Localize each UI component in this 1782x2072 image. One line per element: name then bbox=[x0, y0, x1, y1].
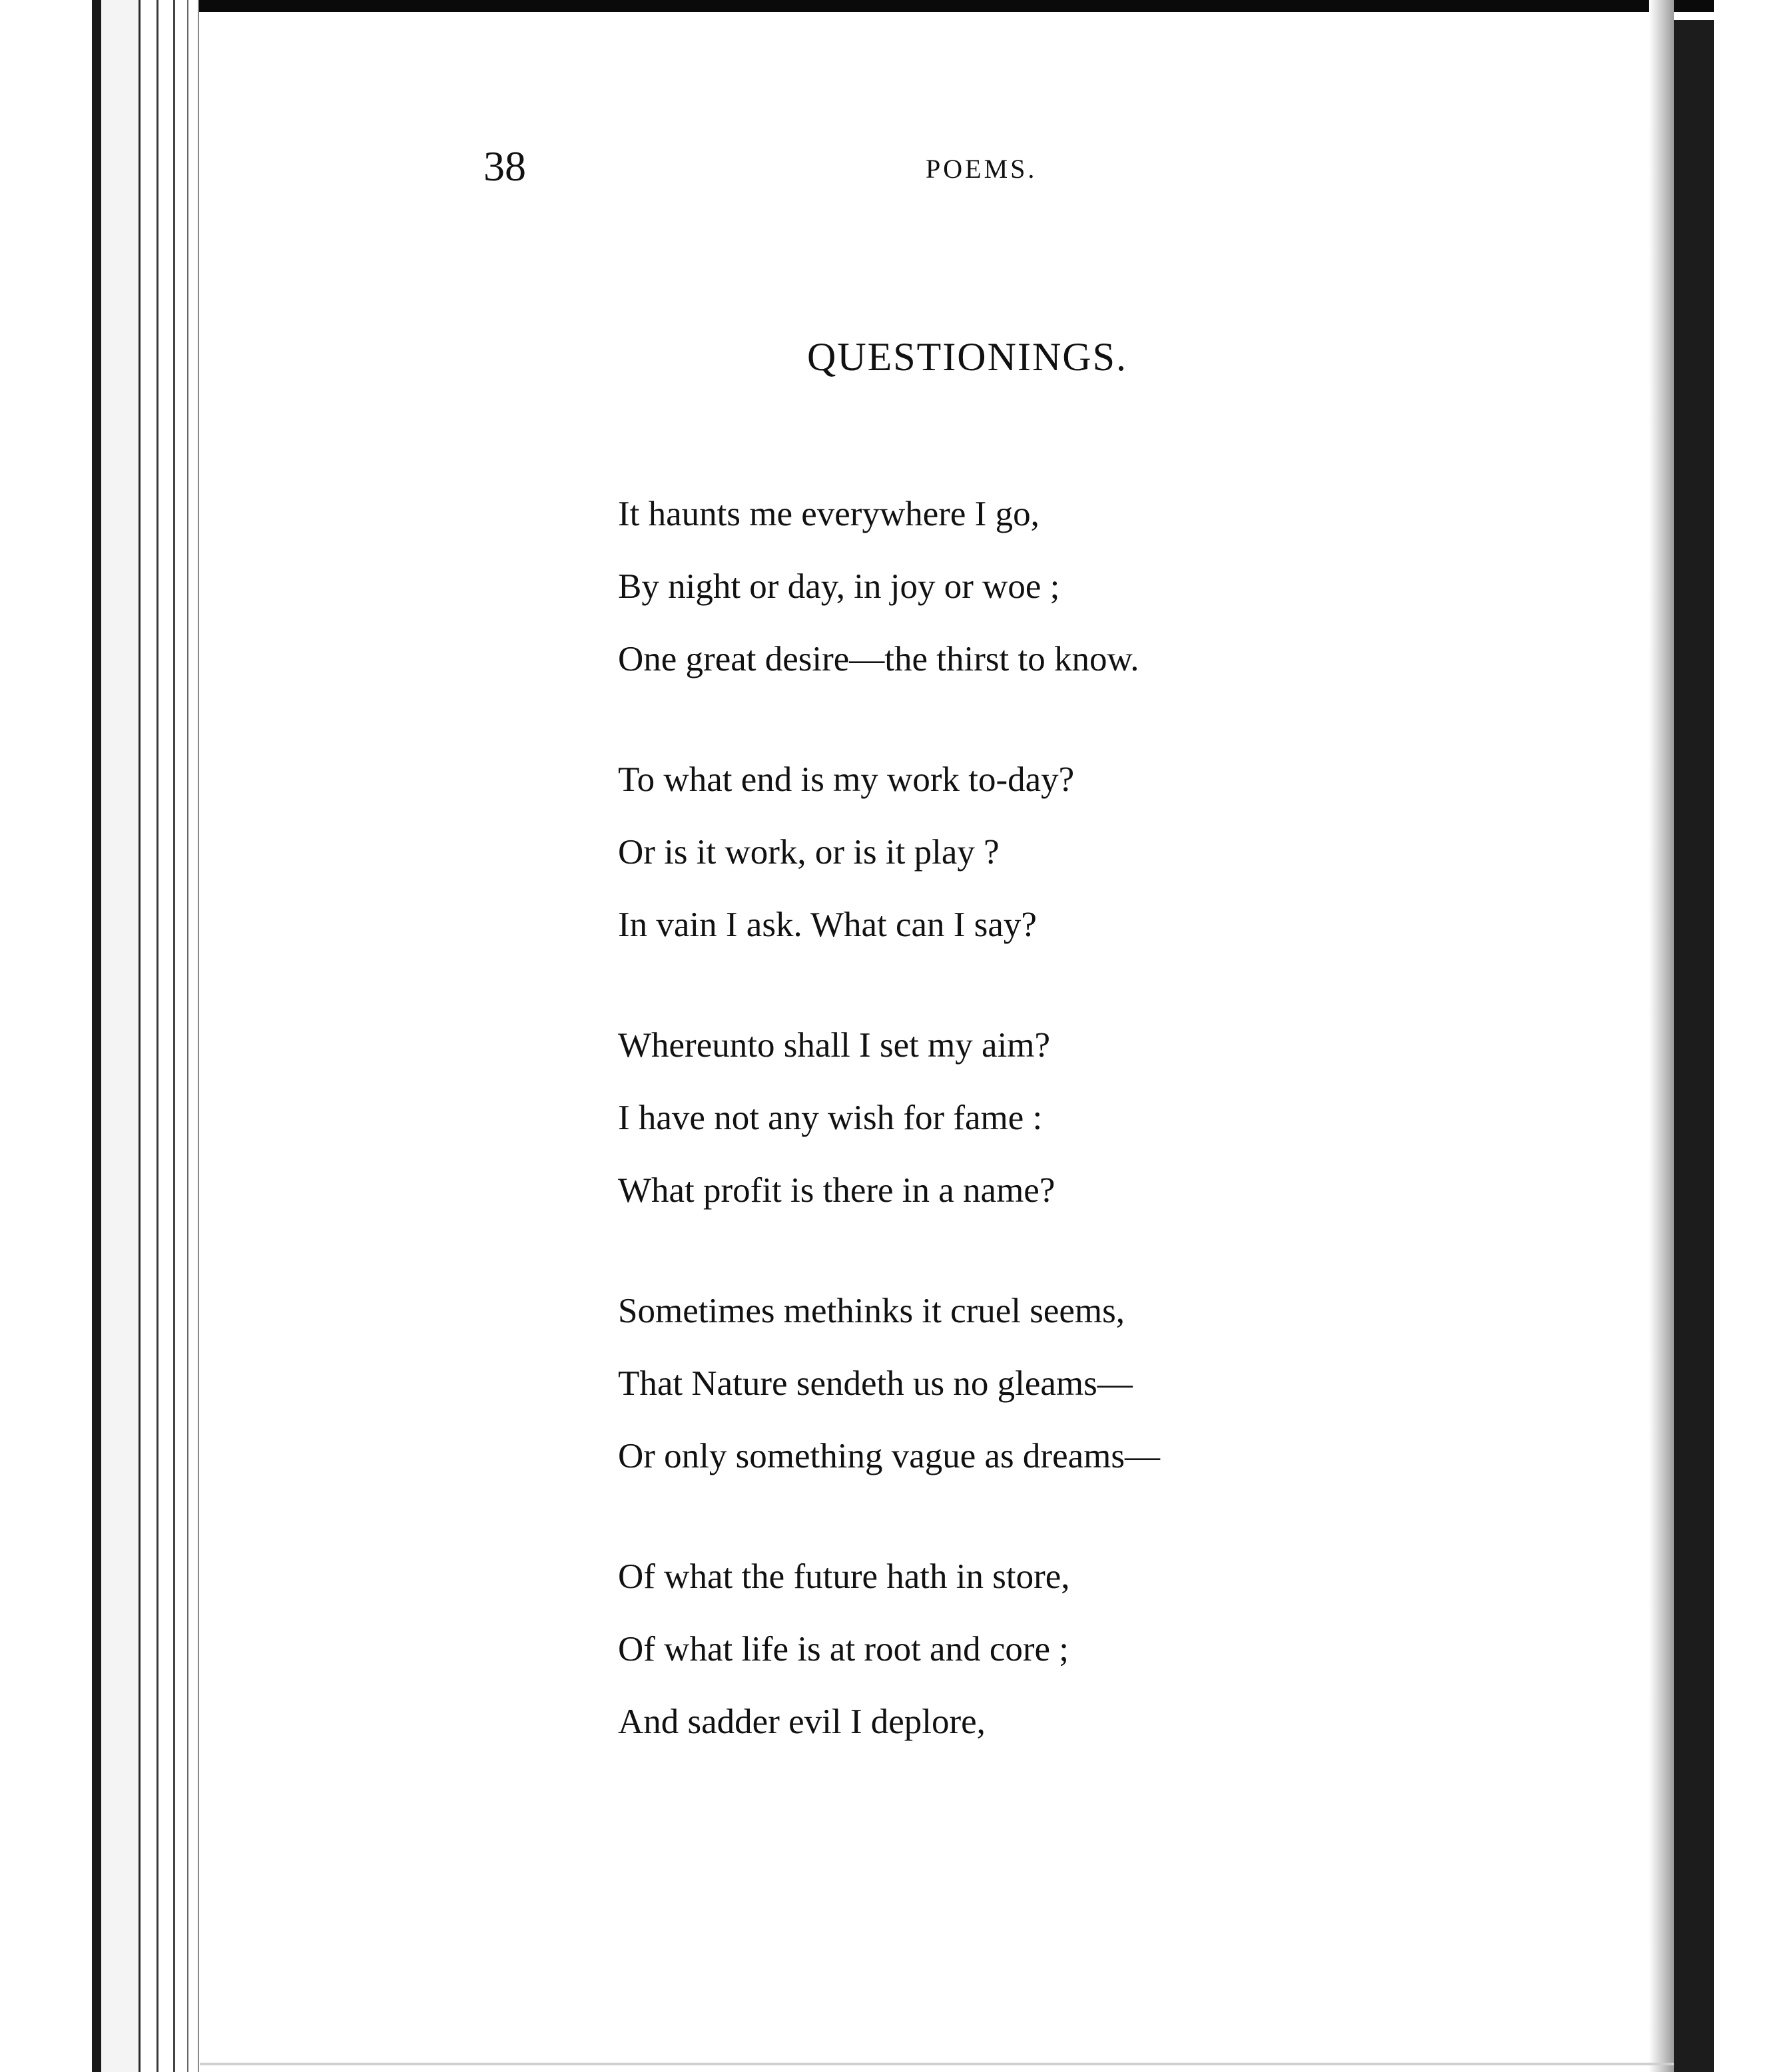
poem-line: I have not any wish for fame : bbox=[618, 1099, 1043, 1137]
page-number: 38 bbox=[483, 142, 526, 190]
poem-line: Sometimes methinks it cruel seems, bbox=[618, 1292, 1125, 1330]
stanza-2 bbox=[618, 744, 1417, 961]
poem-line: Or only something vague as dreams— bbox=[618, 1437, 1160, 1475]
page-edge-stack-1 bbox=[101, 0, 141, 2072]
scan-margin-left bbox=[0, 0, 92, 2072]
poem-line: Of what life is at root and core ; bbox=[618, 1630, 1069, 1669]
poem-line: And sadder evil I deplore, bbox=[618, 1702, 986, 1741]
page-edge-stack-5 bbox=[188, 0, 199, 2072]
page-edge-dark bbox=[92, 0, 101, 2072]
poem-line: One great desire—the thirst to know. bbox=[618, 640, 1139, 678]
binding-shadow bbox=[1649, 0, 1674, 2072]
page-edge-stack-2 bbox=[141, 0, 158, 2072]
running-head: POEMS. bbox=[926, 154, 1038, 184]
scan-border-top bbox=[0, 0, 1782, 12]
page-edge-stack-4 bbox=[175, 0, 188, 2072]
poem-line: Of what the future hath in store, bbox=[618, 1557, 1070, 1596]
stanza-3 bbox=[618, 1009, 1417, 1227]
stanza-1 bbox=[618, 478, 1417, 696]
facing-page-edge bbox=[1714, 0, 1782, 2072]
binding-gutter bbox=[1674, 20, 1714, 2072]
stanza-5 bbox=[618, 1541, 1417, 1758]
poem-line: That Nature sendeth us no gleams— bbox=[618, 1364, 1133, 1403]
poem-line: It haunts me everywhere I go, bbox=[618, 495, 1040, 533]
poem-line: To what end is my work to-day? bbox=[618, 760, 1075, 799]
poem-line: In vain I ask. What can I say? bbox=[618, 906, 1037, 944]
page-bottom-edge bbox=[200, 2063, 1674, 2065]
poem-line: By night or day, in joy or woe ; bbox=[618, 567, 1060, 606]
poem-line: Or is it work, or is it play ? bbox=[618, 833, 1000, 872]
page-edge-stack-3 bbox=[158, 0, 175, 2072]
poem-title: QUESTIONINGS. bbox=[807, 335, 1127, 379]
poem-body bbox=[618, 478, 1417, 1806]
poem-line: Whereunto shall I set my aim? bbox=[618, 1026, 1051, 1065]
poem-line: What profit is there in a name? bbox=[618, 1171, 1055, 1210]
stanza-4 bbox=[618, 1275, 1417, 1493]
